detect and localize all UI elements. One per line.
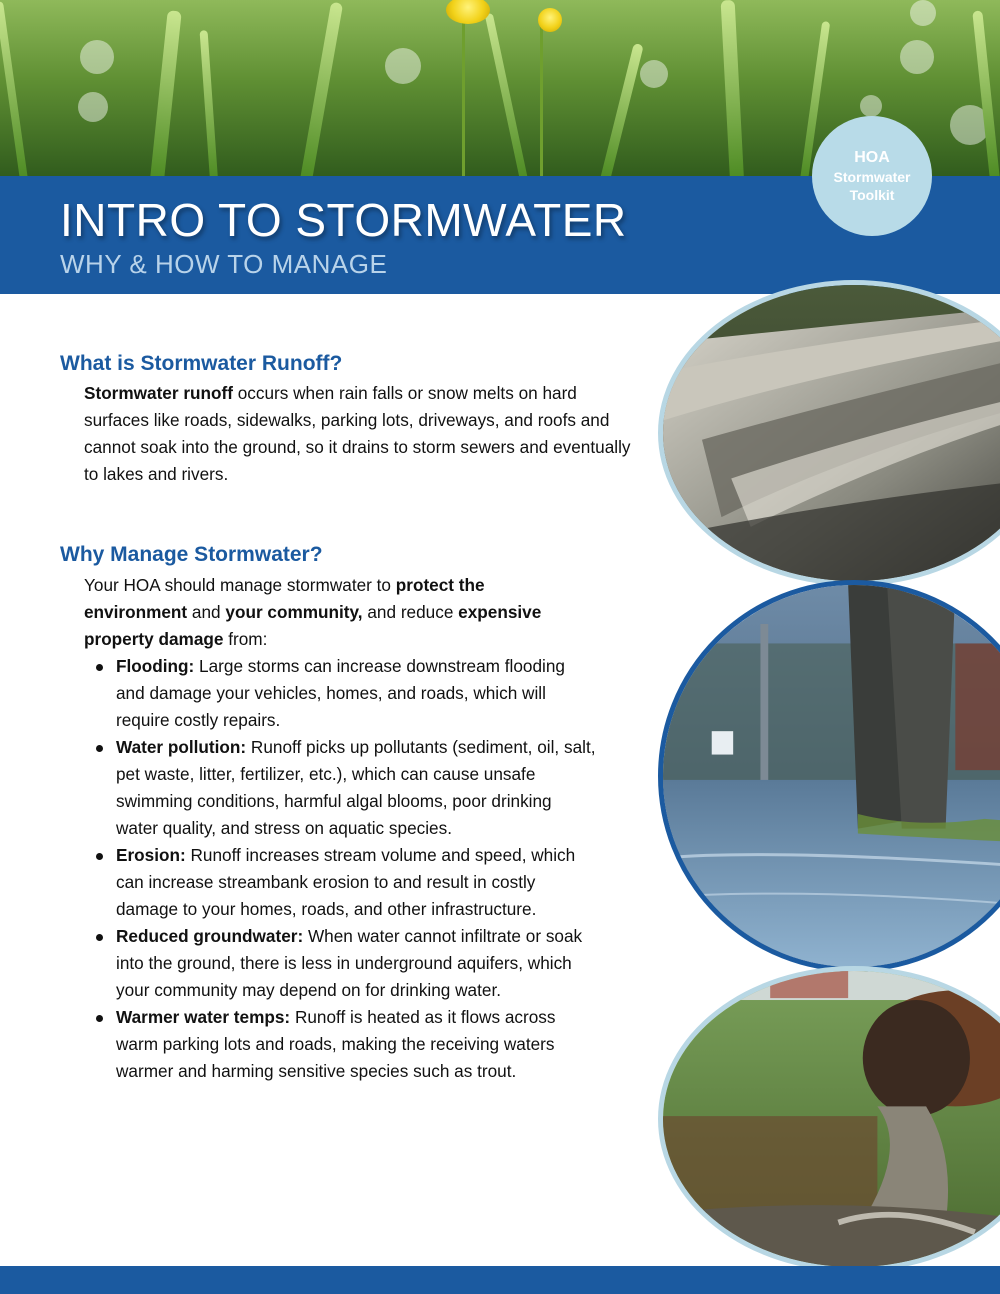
why-intro-text-1: Your HOA should manage stormwater to bbox=[84, 575, 396, 595]
footer-bar bbox=[0, 1266, 1000, 1294]
section-heading-why: Why Manage Stormwater? bbox=[60, 543, 323, 566]
bullet-dot-icon bbox=[96, 1015, 103, 1022]
bullet-dot-icon bbox=[96, 934, 103, 941]
runoff-paragraph bbox=[84, 380, 644, 488]
impact-bullet-list bbox=[96, 653, 596, 1085]
photo-curb-runoff bbox=[658, 280, 1000, 586]
bullet-text: When water cannot infiltrate or soak into the ground, there is less in underground aquifers, which your community may depend on for drinking water. bbox=[116, 926, 583, 1000]
bullet-erosion bbox=[96, 842, 596, 923]
page-title: INTRO TO STORMWATER bbox=[60, 194, 627, 246]
runoff-lead-text: occurs when rain falls or snow melts on hard surfaces like roads, sidewalks, parking lots, driveways, and roofs and cannot soak into the ground, so it drains to storm sewers and eventually to lakes and rivers. bbox=[84, 383, 631, 484]
photo-flooded-street bbox=[658, 580, 1000, 972]
badge-line-stormwater: Stormwater bbox=[833, 169, 911, 185]
bullet-warmer-water bbox=[96, 1004, 596, 1085]
why-intro-bold-3: expensive property damage bbox=[84, 602, 542, 649]
page-subtitle: WHY & HOW TO MANAGE bbox=[60, 249, 388, 279]
why-intro-text-3: and reduce bbox=[362, 602, 459, 622]
section-heading-runoff: What is Stormwater Runoff? bbox=[60, 352, 343, 375]
bullet-term: Flooding: bbox=[116, 656, 195, 676]
bullet-dot-icon bbox=[96, 853, 103, 860]
yellow-bud-icon bbox=[538, 8, 562, 32]
why-intro-paragraph bbox=[84, 572, 564, 653]
bullet-text: Runoff increases stream volume and speed, which can increase streambank erosion to and result in costly damage to your homes, roads, and other infrastructure. bbox=[116, 845, 576, 919]
runoff-lead-bold: Stormwater runoff bbox=[84, 383, 233, 403]
toolkit-badge bbox=[812, 116, 932, 236]
bullet-term: Warmer water temps: bbox=[116, 1007, 291, 1027]
yellow-flower-icon bbox=[446, 0, 490, 24]
bullet-flooding bbox=[96, 653, 596, 734]
bullet-text: Runoff picks up pollutants (sediment, oil, salt, pet waste, litter, fertilizer, etc.), which can cause unsafe swimming conditions, harmful algal blooms, poor drinking water quality, and stress on aquatic species. bbox=[116, 737, 596, 838]
why-intro-text-4: from: bbox=[223, 629, 268, 649]
bullet-term: Water pollution: bbox=[116, 737, 247, 757]
bullet-dot-icon bbox=[96, 664, 103, 671]
why-intro-bold-1: protect the environment bbox=[84, 575, 485, 622]
photo-outfall-pipe bbox=[658, 966, 1000, 1272]
why-intro-text-2: and bbox=[187, 602, 226, 622]
why-intro-bold-2: your community, bbox=[225, 602, 363, 622]
bullet-water-pollution bbox=[96, 734, 596, 842]
badge-line-hoa: HOA bbox=[854, 149, 890, 166]
bullet-term: Reduced groundwater: bbox=[116, 926, 304, 946]
bullet-dot-icon bbox=[96, 745, 103, 752]
bullet-reduced-groundwater bbox=[96, 923, 596, 1004]
bullet-term: Erosion: bbox=[116, 845, 186, 865]
badge-line-toolkit: Toolkit bbox=[849, 187, 895, 203]
bullet-text: Large storms can increase downstream flooding and damage your vehicles, homes, and roads, which will require costly repairs. bbox=[116, 656, 565, 730]
bullet-text: Runoff is heated as it flows across warm parking lots and roads, making the receiving waters warmer and harming sensitive species such as trout. bbox=[116, 1007, 556, 1081]
